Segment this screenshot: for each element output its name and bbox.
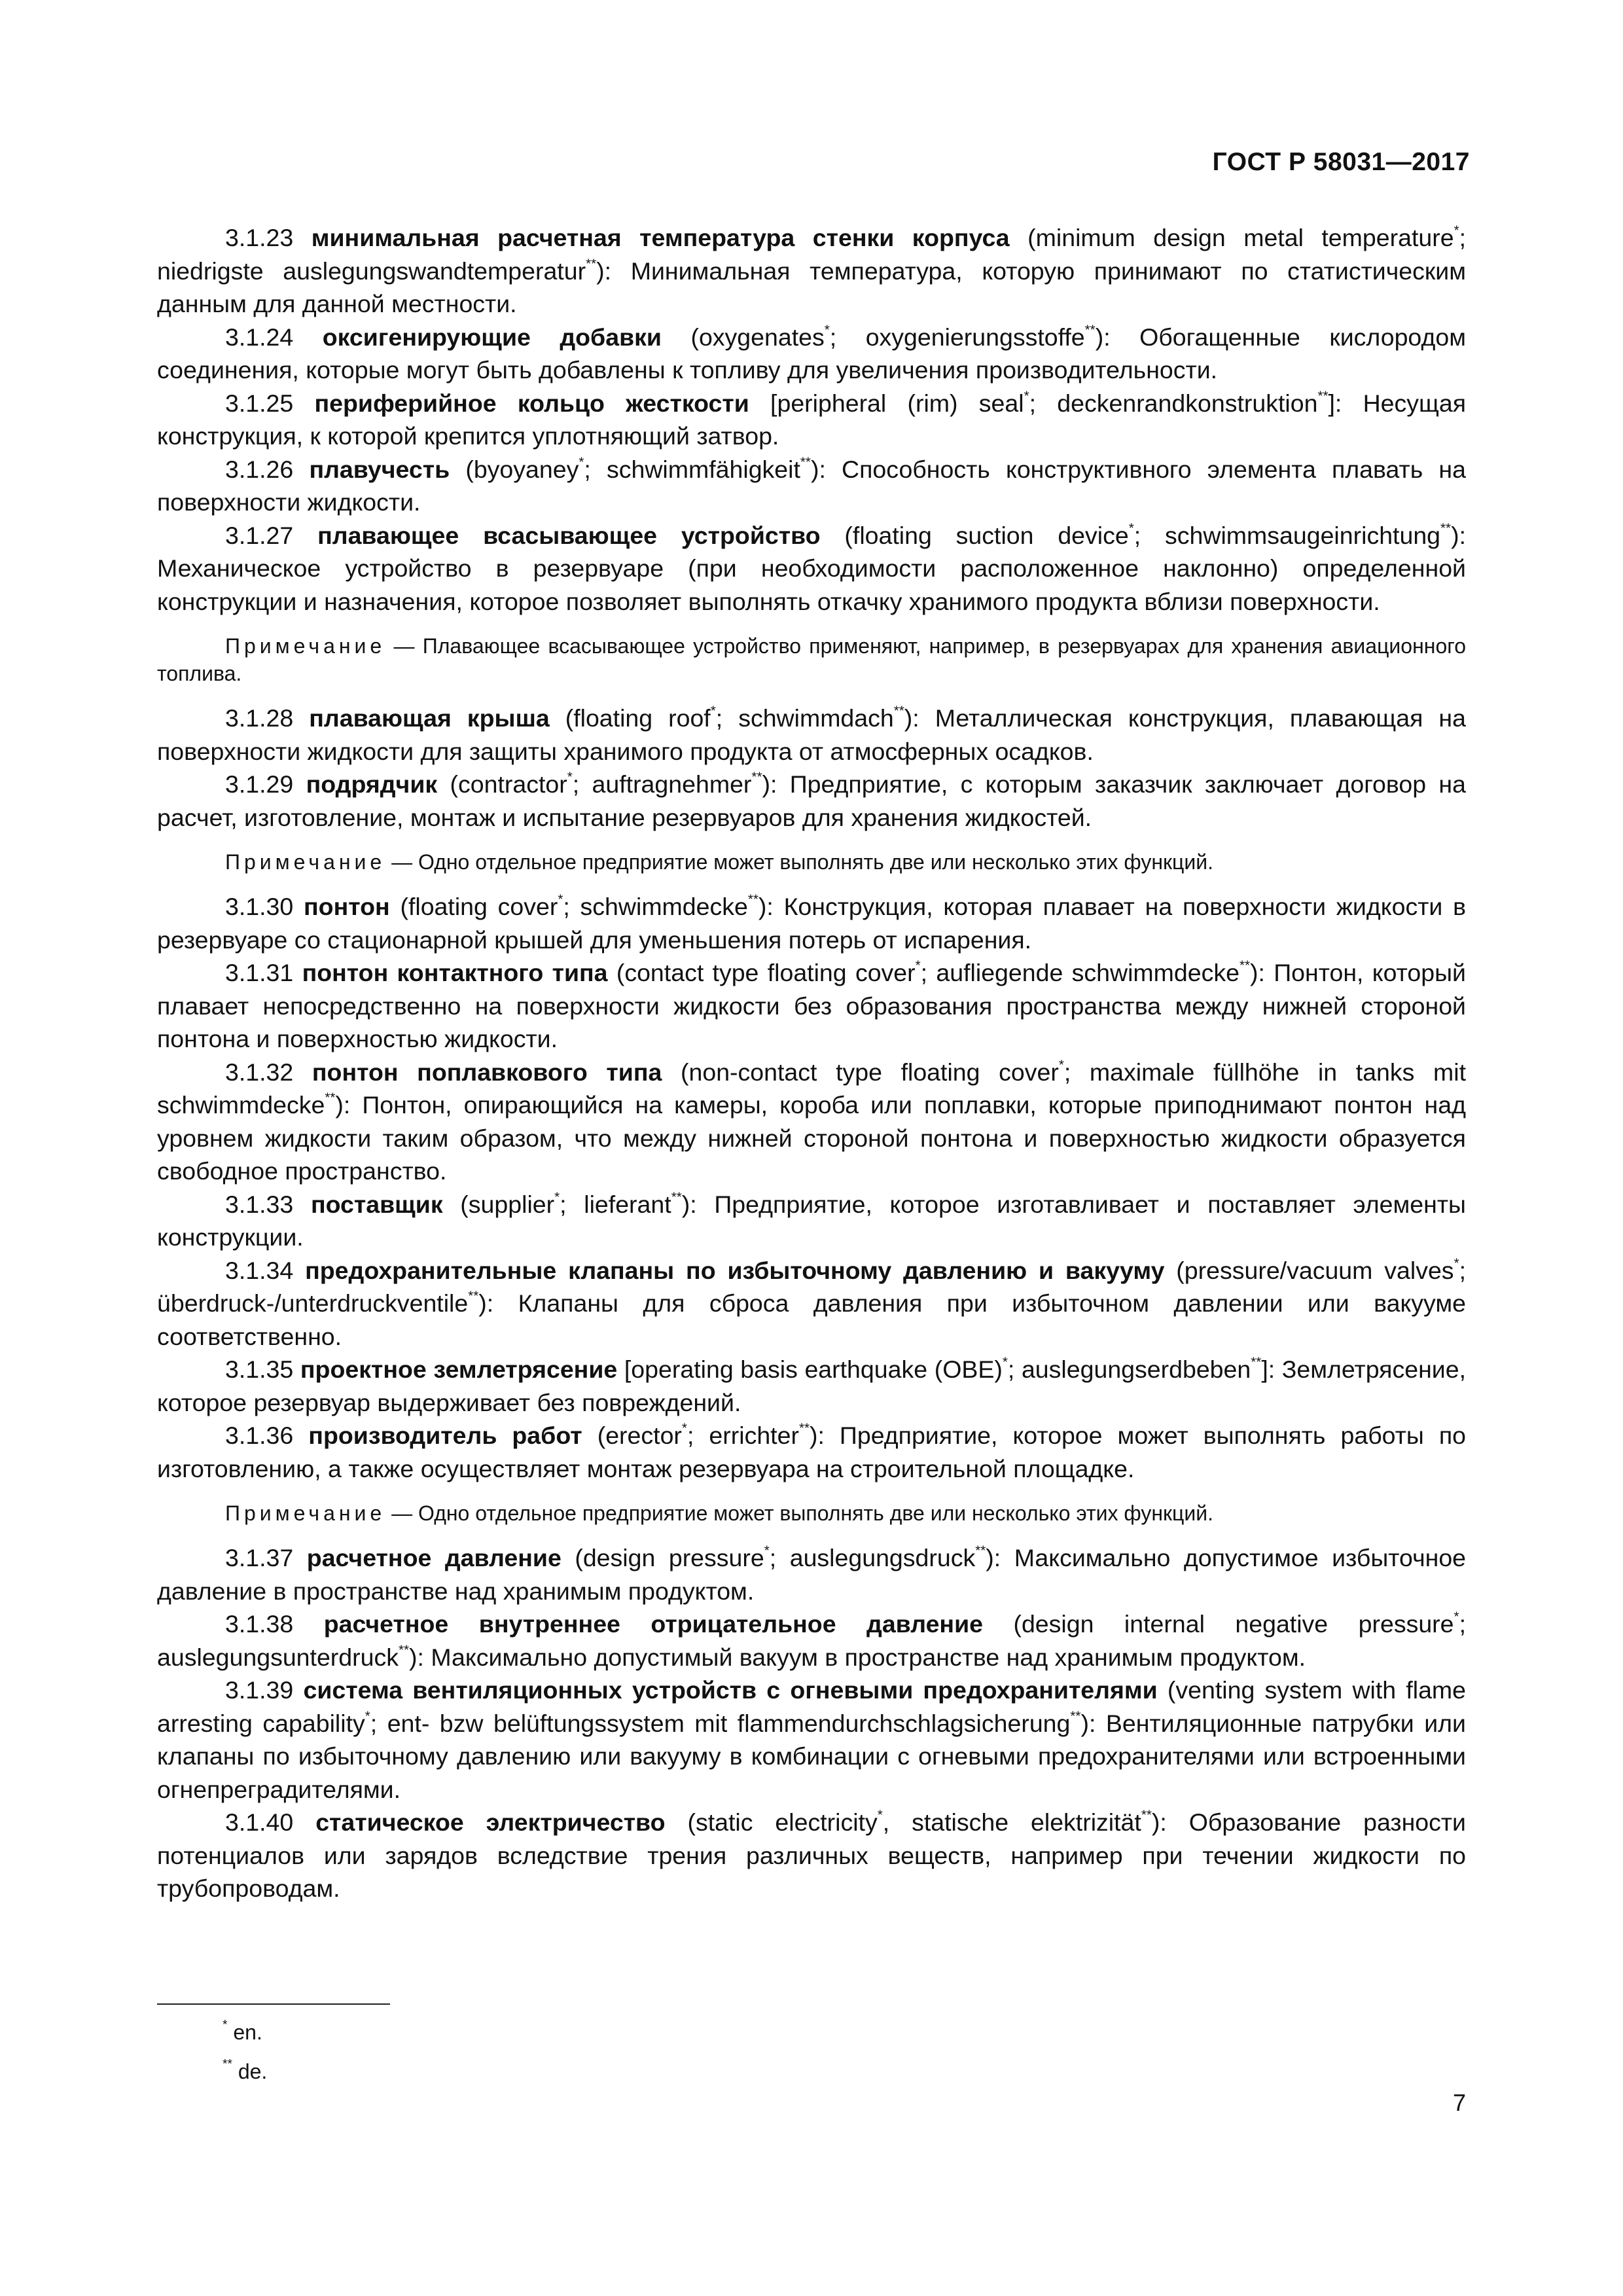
term-definition: : Предприятие, с которым заказчик заключает договор на расчет, изготовление, монтаж и испытание резервуаров для хранения жидкостей.	[157, 770, 1466, 831]
term-definition: : Максимально допустимое избыточное давление в пространстве над хранимым продуктом.	[157, 1544, 1467, 1605]
english-footnote-marker: *	[554, 1189, 560, 1204]
term-separator: ;	[715, 704, 739, 732]
term-separator: ;	[1459, 224, 1467, 251]
bracket-open: (	[575, 1544, 583, 1571]
bracket-close: )	[986, 1544, 994, 1571]
english-footnote-marker: *	[824, 321, 830, 337]
english-term: floating suction device	[852, 521, 1129, 549]
german-term: statische elektrizität	[912, 1808, 1141, 1836]
term-number: 3.1.29	[225, 770, 294, 798]
english-term: peripheral (rim) seal	[777, 389, 1024, 417]
term-number: 3.1.30	[225, 893, 294, 920]
german-footnote-marker: **	[1141, 1807, 1152, 1823]
english-footnote-marker: *	[1024, 387, 1029, 403]
english-footnote-marker: *	[1454, 223, 1459, 238]
english-term: operating basis earthquake (OBE)	[631, 1355, 1003, 1383]
term-number: 3.1.35	[225, 1355, 294, 1383]
bracket-close: ]	[1328, 389, 1335, 417]
english-term: floating roof	[573, 704, 711, 732]
bracket-open: [	[770, 389, 777, 417]
term-separator: ;	[1459, 1256, 1467, 1284]
term-entry	[157, 702, 1466, 768]
bracket-open: [	[624, 1355, 632, 1383]
term-definition: : Предприятие, которое изготавливает и поставляет элементы конструкции.	[157, 1190, 1467, 1251]
bracket-close: )	[1151, 1808, 1160, 1836]
term-name: плавучесть	[309, 455, 450, 483]
german-term: aufliegende schwimmdecke	[936, 959, 1240, 986]
english-footnote-marker: *	[1002, 1354, 1008, 1370]
term-name: система вентиляционных устройств с огневыми предохранителями	[303, 1676, 1158, 1704]
term-definition: : Обогащенные кислородом соединения, которые могут быть добавлены к топливу для увеличения производительности.	[157, 323, 1466, 384]
term-entry	[157, 1353, 1466, 1419]
bracket-close: )	[335, 1091, 344, 1119]
term-entry	[157, 387, 1466, 453]
german-term: schwimmfähigkeit	[606, 455, 800, 483]
bracket-close: )	[1250, 959, 1258, 986]
term-entry	[157, 1674, 1466, 1806]
term-number: 3.1.40	[225, 1808, 294, 1836]
german-footnote-marker: **	[671, 1189, 682, 1204]
german-footnote-marker: **	[1084, 321, 1096, 337]
term-entry	[157, 890, 1466, 956]
note-paragraph	[157, 1499, 1466, 1527]
footnote-text: en.	[227, 2020, 262, 2044]
german-footnote-marker: **	[751, 769, 762, 785]
term-name: проектное землетрясение	[300, 1355, 618, 1383]
term-separator: ;	[584, 455, 607, 483]
german-term: niedrigste auslegungswandtemperatur	[157, 257, 586, 285]
german-term: auslegungsunterdruck	[157, 1643, 399, 1671]
english-term: design pressure	[582, 1544, 764, 1571]
term-name: поставщик	[310, 1190, 443, 1218]
term-definition: : Металлическая конструкция, плавающая на поверхности жидкости для защиты хранимого продукта от атмосферных осадков.	[157, 704, 1466, 765]
bracket-open: (	[844, 521, 853, 549]
german-footnote-marker: **	[893, 703, 904, 719]
term-definition: : Несущая конструкция, к которой крепится уплотняющий затвор.	[157, 389, 1467, 450]
document-code: ГОСТ Р 58031—2017	[1212, 148, 1470, 176]
english-footnote-marker: *	[710, 703, 716, 719]
english-term: contact type floating cover	[624, 959, 916, 986]
term-entry	[157, 1056, 1466, 1188]
german-term: auftragnehmer	[592, 770, 752, 798]
english-footnote-marker: *	[567, 769, 573, 785]
term-entry	[157, 1607, 1466, 1674]
bracket-close: )	[809, 1422, 818, 1449]
bracket-open: (	[1027, 224, 1036, 251]
term-separator: ;	[829, 323, 866, 351]
english-term: design internal negative pressure	[1021, 1610, 1454, 1638]
bracket-open: (	[1013, 1610, 1022, 1638]
term-name: понтон	[304, 893, 390, 920]
term-number: 3.1.33	[225, 1190, 294, 1218]
footnotes	[223, 2013, 267, 2091]
term-entry	[157, 1419, 1466, 1485]
german-footnote-marker: **	[1317, 387, 1329, 403]
bracket-open: (	[400, 893, 408, 920]
bracket-open: (	[616, 959, 625, 986]
german-term: auslegungserdbeben	[1021, 1355, 1251, 1383]
term-definition: : Клапаны для сброса давления при избыточном давлении или вакууме соответственно.	[157, 1289, 1466, 1350]
term-name: подрядчик	[306, 770, 438, 798]
note-text: — Плавающее всасывающее устройство применяют, например, в резервуарах для хранения авиационного топлива.	[157, 634, 1466, 685]
note-text: — Одно отдельное предприятие может выполнять две или несколько этих функций.	[385, 850, 1213, 874]
german-footnote-marker: **	[800, 454, 811, 469]
term-number: 3.1.24	[225, 323, 294, 351]
bracket-close: )	[1080, 1709, 1089, 1737]
german-term: maximale füllhöhe in tanks mit schwimmdecke	[157, 1058, 1467, 1119]
term-name: предохранительные клапаны по избыточному давлению и вакууму	[305, 1256, 1165, 1284]
term-number: 3.1.27	[225, 521, 294, 549]
bracket-open: (	[1167, 1676, 1176, 1704]
german-footnote-marker: **	[399, 1641, 410, 1657]
term-separator: ;	[769, 1544, 790, 1571]
english-term: static electricity	[695, 1808, 878, 1836]
term-separator: ;	[1063, 1058, 1090, 1086]
term-separator: ;	[1459, 1610, 1466, 1638]
bracket-open: (	[450, 770, 458, 798]
term-entry	[157, 768, 1466, 834]
german-footnote-marker: **	[798, 1420, 810, 1436]
term-separator: ;	[563, 893, 580, 920]
term-entry	[157, 221, 1466, 321]
bracket-open: (	[680, 1058, 689, 1086]
german-footnote-marker: **	[586, 255, 597, 271]
english-footnote-marker: *	[558, 891, 563, 907]
english-footnote-marker: *	[579, 454, 584, 469]
bracket-open: (	[597, 1422, 606, 1449]
term-number: 3.1.28	[225, 704, 294, 732]
german-footnote-marker: **	[1251, 1354, 1262, 1370]
term-definition: : Конструкция, которая плавает на поверхности жидкости в резервуаре со стационарной крышей для уменьшения потерь от испарения.	[157, 893, 1466, 954]
term-name: плавающая крыша	[309, 704, 550, 732]
bracket-open: (	[690, 323, 699, 351]
german-term: oxygenierungsstoffe	[865, 323, 1085, 351]
term-name: производитель работ	[308, 1422, 582, 1449]
page-number: 7	[1452, 2089, 1466, 2116]
bracket-close: )	[758, 893, 767, 920]
english-term: contractor	[457, 770, 567, 798]
term-number: 3.1.32	[225, 1058, 294, 1086]
bracket-close: )	[596, 257, 605, 285]
term-definition: : Образование разности потенциалов или зарядов вследствие трения различных веществ, например при течении жидкости по трубопроводам.	[157, 1808, 1467, 1902]
term-entry	[157, 321, 1466, 387]
german-term: schwimmdach	[738, 704, 894, 732]
english-footnote-marker: *	[877, 1807, 883, 1823]
english-footnote-marker: *	[915, 958, 921, 973]
bracket-close: )	[478, 1289, 487, 1317]
german-footnote-marker: **	[975, 1543, 986, 1558]
bracket-close: )	[681, 1190, 690, 1218]
term-entry	[157, 956, 1466, 1056]
footnote	[223, 2013, 267, 2052]
english-term: minimum design metal temperature	[1035, 224, 1454, 251]
footnote-mark: *	[223, 2018, 228, 2032]
english-footnote-marker: *	[1454, 1609, 1459, 1624]
german-footnote-marker: **	[1440, 520, 1452, 535]
term-number: 3.1.34	[225, 1256, 294, 1284]
note-label: Примечание	[225, 634, 386, 658]
german-term: auslegungsdruck	[789, 1544, 976, 1571]
note-label: Примечание	[225, 850, 386, 874]
footnote-mark: **	[223, 2057, 232, 2072]
english-footnote-marker: *	[681, 1420, 687, 1436]
term-name: оксигенирующие добавки	[322, 323, 662, 351]
bracket-close: ]	[1261, 1355, 1268, 1383]
term-name: периферийное кольцо жесткости	[314, 389, 749, 417]
english-term: oxygenates	[698, 323, 825, 351]
german-term: schwimmdecke	[580, 893, 748, 920]
term-separator: ,	[882, 1808, 912, 1836]
english-term: byoyaney	[473, 455, 579, 483]
term-definition: : Понтон, опирающийся на камеры, короба или поплавки, которые приподнимают понтон над уровнем жидкости таким образом, что между нижней стороной понтона и поверхностью жидкости образуется свободное пространство.	[157, 1091, 1466, 1185]
note-label: Примечание	[225, 1501, 386, 1525]
english-term: erector	[605, 1422, 682, 1449]
bracket-open: (	[460, 1190, 469, 1218]
term-entry	[157, 1188, 1466, 1254]
term-definition: : Вентиляционные патрубки или клапаны по избыточному давлению или вакууму в комбинации с огневыми предохранителями или встроенными огнепреградителями.	[157, 1709, 1466, 1803]
english-footnote-marker: *	[1128, 520, 1134, 535]
term-number: 3.1.26	[225, 455, 294, 483]
term-separator: ;	[1007, 1355, 1022, 1383]
german-footnote-marker: **	[325, 1090, 336, 1105]
term-name: понтон поплавкового типа	[312, 1058, 662, 1086]
english-term: non-contact type floating cover	[688, 1058, 1059, 1086]
term-name: статическое электричество	[315, 1808, 666, 1836]
note-paragraph	[157, 632, 1466, 687]
term-number: 3.1.39	[225, 1676, 294, 1704]
german-term: deckenrandkonstruktion	[1057, 389, 1318, 417]
term-name: понтон контактного типа	[302, 959, 608, 986]
term-name: плавающее всасывающее устройство	[317, 521, 821, 549]
english-footnote-marker: *	[365, 1708, 370, 1723]
term-number: 3.1.37	[225, 1544, 294, 1571]
german-footnote-marker: **	[1239, 958, 1250, 973]
term-entry	[157, 1806, 1466, 1905]
term-separator: ;	[1029, 389, 1058, 417]
english-term: floating cover	[408, 893, 558, 920]
term-number: 3.1.23	[225, 224, 294, 251]
bracket-close: )	[1095, 323, 1104, 351]
footnote	[223, 2052, 267, 2091]
german-footnote-marker: **	[747, 891, 758, 907]
bracket-close: )	[904, 704, 913, 732]
term-definition: : Способность конструктивного элемента плавать на поверхности жидкости.	[157, 455, 1466, 516]
bracket-open: (	[1176, 1256, 1185, 1284]
term-definition: : Минимальная температура, которую принимают по статистическим данным для данной местности.	[157, 257, 1466, 317]
english-term: pressure/vacuum valves	[1184, 1256, 1454, 1284]
bracket-close: )	[1451, 521, 1459, 549]
bracket-open: (	[565, 704, 574, 732]
english-footnote-marker: *	[1058, 1056, 1064, 1072]
german-term: schwimmsaugeinrichtung	[1165, 521, 1441, 549]
german-footnote-marker: **	[1070, 1708, 1081, 1723]
english-footnote-marker: *	[1454, 1255, 1459, 1270]
german-term: ent- bzw belüftungssystem mit flammendurchschlagsicherung	[387, 1709, 1071, 1737]
term-separator: ;	[920, 959, 936, 986]
note-text: — Одно отдельное предприятие может выполнять две или несколько этих функций.	[385, 1501, 1213, 1525]
term-name: расчетное давление	[306, 1544, 562, 1571]
term-definition: : Механическое устройство в резервуаре (при необходимости расположенное наклонно) определенной конструкции и назначения, которое позволяет выполнять откачку хранимого продукта вблизи поверхности.	[157, 521, 1466, 615]
german-footnote-marker: **	[468, 1288, 479, 1304]
term-separator: ;	[687, 1422, 709, 1449]
english-footnote-marker: *	[764, 1543, 770, 1558]
german-term: überdruck-/unterdruckventile	[157, 1289, 469, 1317]
bracket-close: )	[762, 770, 770, 798]
bracket-close: )	[409, 1643, 418, 1671]
term-separator: ;	[370, 1709, 387, 1737]
term-entry	[157, 453, 1466, 519]
term-number: 3.1.38	[225, 1610, 294, 1638]
term-entry	[157, 1541, 1466, 1607]
term-separator: ;	[1133, 521, 1166, 549]
term-name: минимальная расчетная температура стенки корпуса	[311, 224, 1010, 251]
term-name: расчетное внутреннее отрицательное давление	[323, 1610, 983, 1638]
german-term: errichter	[709, 1422, 799, 1449]
term-number: 3.1.31	[225, 959, 294, 986]
term-separator: ;	[560, 1190, 584, 1218]
footnote-text: de.	[232, 2060, 268, 2083]
term-number: 3.1.25	[225, 389, 294, 417]
term-number: 3.1.36	[225, 1422, 294, 1449]
bracket-open: (	[465, 455, 474, 483]
term-definition: : Понтон, который плавает непосредственно на поверхности жидкости без образования пространства между нижней стороной понтона и поверхностью жидкости.	[157, 959, 1467, 1052]
terms-body	[157, 221, 1466, 1905]
english-term: venting system with flame arresting capability	[157, 1676, 1467, 1737]
german-term: lieferant	[584, 1190, 671, 1218]
term-definition: : Предприятие, которое может выполнять работы по изготовлению, а также осуществляет монтаж резервуара на строительной площадке.	[157, 1422, 1467, 1482]
term-definition: : Максимально допустимый вакуум в пространстве над хранимым продуктом.	[417, 1643, 1306, 1671]
bracket-open: (	[687, 1808, 696, 1836]
footnote-divider	[157, 2003, 390, 2005]
note-paragraph	[157, 848, 1466, 876]
bracket-close: )	[810, 455, 819, 483]
english-term: supplier	[468, 1190, 555, 1218]
term-entry	[157, 1254, 1466, 1354]
term-entry	[157, 519, 1466, 619]
term-separator: ;	[572, 770, 592, 798]
term-definition: : Землетрясение, которое резервуар выдерживает без повреждений.	[157, 1355, 1467, 1416]
